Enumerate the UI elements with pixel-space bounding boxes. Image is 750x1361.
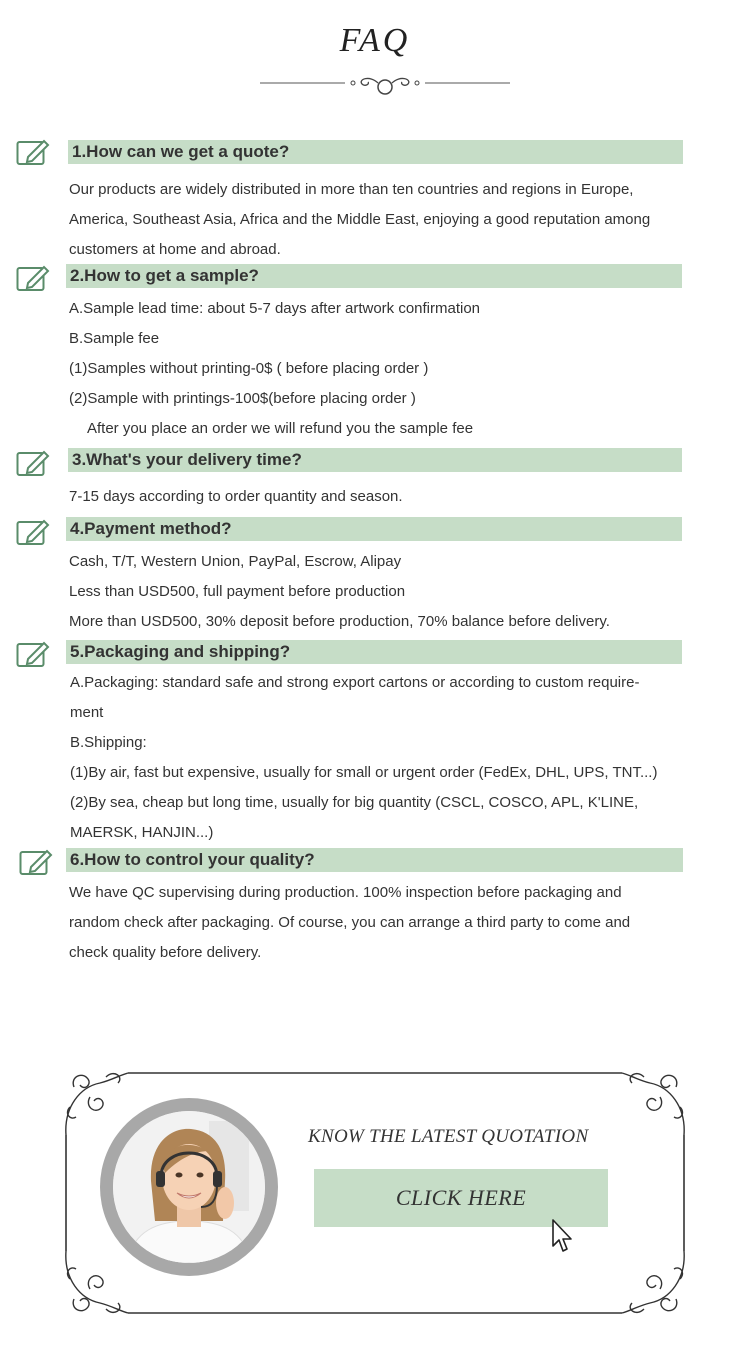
edit-icon <box>16 449 50 477</box>
support-agent-avatar-icon <box>113 1111 265 1263</box>
faq-answer-line: (1)By air, fast but expensive, usually for small or urgent order (FedEx, DHL, UPS, TNT...) <box>70 764 658 781</box>
faq-question-bar <box>66 848 683 872</box>
click-here-label: CLICK HERE <box>395 1185 527 1210</box>
faq-question-bar <box>66 517 682 541</box>
faq-question: 1.How can we get a quote? <box>72 142 290 161</box>
faq-answer-line: A.Packaging: standard safe and strong export cartons or according to custom require- <box>70 674 640 691</box>
faq-answer-line: Our products are widely distributed in more than ten countries and regions in Europe, <box>69 181 634 198</box>
edit-icon <box>19 848 53 876</box>
faq-question: 2.How to get a sample? <box>70 266 259 285</box>
faq-answer-line: check quality before delivery. <box>69 944 262 961</box>
faq-answer-line: B.Sample fee <box>69 330 160 347</box>
faq-question-bar <box>66 640 682 664</box>
faq-answer-line: 7-15 days according to order quantity and season. <box>69 488 403 505</box>
edit-icon <box>16 264 50 292</box>
pointer-cursor-icon <box>550 1218 576 1254</box>
faq-answer-line: B.Shipping: <box>70 734 147 751</box>
faq-answer-line: More than USD500, 30% deposit before production, 70% balance before delivery. <box>69 613 610 630</box>
ornamental-divider <box>250 70 520 102</box>
faq-question: 5.Packaging and shipping? <box>70 642 291 661</box>
avatar <box>113 1111 265 1263</box>
faq-question-bar <box>68 448 682 472</box>
faq-answer-line: America, Southeast Asia, Africa and the Middle East, enjoying a good reputation among <box>69 211 651 228</box>
banner-headline: KNOW THE LATEST QUOTATION <box>308 1126 589 1147</box>
faq-answer-line: Less than USD500, full payment before production <box>69 583 406 600</box>
edit-icon <box>16 518 50 546</box>
faq-answer-line: We have QC supervising during production. 100% inspection before packaging and <box>69 884 622 901</box>
faq-answer-line: (2)By sea, cheap but long time, usually for big quantity (CSCL, COSCO, APL, K'LINE, <box>70 794 639 811</box>
page-title: FAQ <box>339 22 411 59</box>
faq-answer-line: (1)Samples without printing-0$ ( before placing order ) <box>69 360 429 377</box>
edit-icon <box>16 640 50 668</box>
faq-answer-line: A.Sample lead time: about 5-7 days after artwork confirmation <box>69 300 481 317</box>
faq-question-bar <box>68 140 683 164</box>
faq-question: 6.How to control your quality? <box>70 850 315 869</box>
faq-answer-line: random check after packaging. Of course, you can arrange a third party to come and <box>69 914 631 931</box>
faq-answer-line: ment <box>70 704 104 721</box>
faq-answer-line: Cash, T/T, Western Union, PayPal, Escrow, Alipay <box>69 553 402 570</box>
faq-answer-line: (2)Sample with printings-100$(before placing order ) <box>69 390 416 407</box>
faq-answer-line: customers at home and abroad. <box>69 241 281 258</box>
faq-question-bar <box>66 264 682 288</box>
faq-question: 4.Payment method? <box>70 519 232 538</box>
edit-icon <box>16 138 50 166</box>
faq-answer-line: After you place an order we will refund you the sample fee <box>87 420 474 437</box>
faq-question: 3.What's your delivery time? <box>72 450 302 469</box>
faq-answer-line: MAERSK, HANJIN...) <box>70 824 214 841</box>
